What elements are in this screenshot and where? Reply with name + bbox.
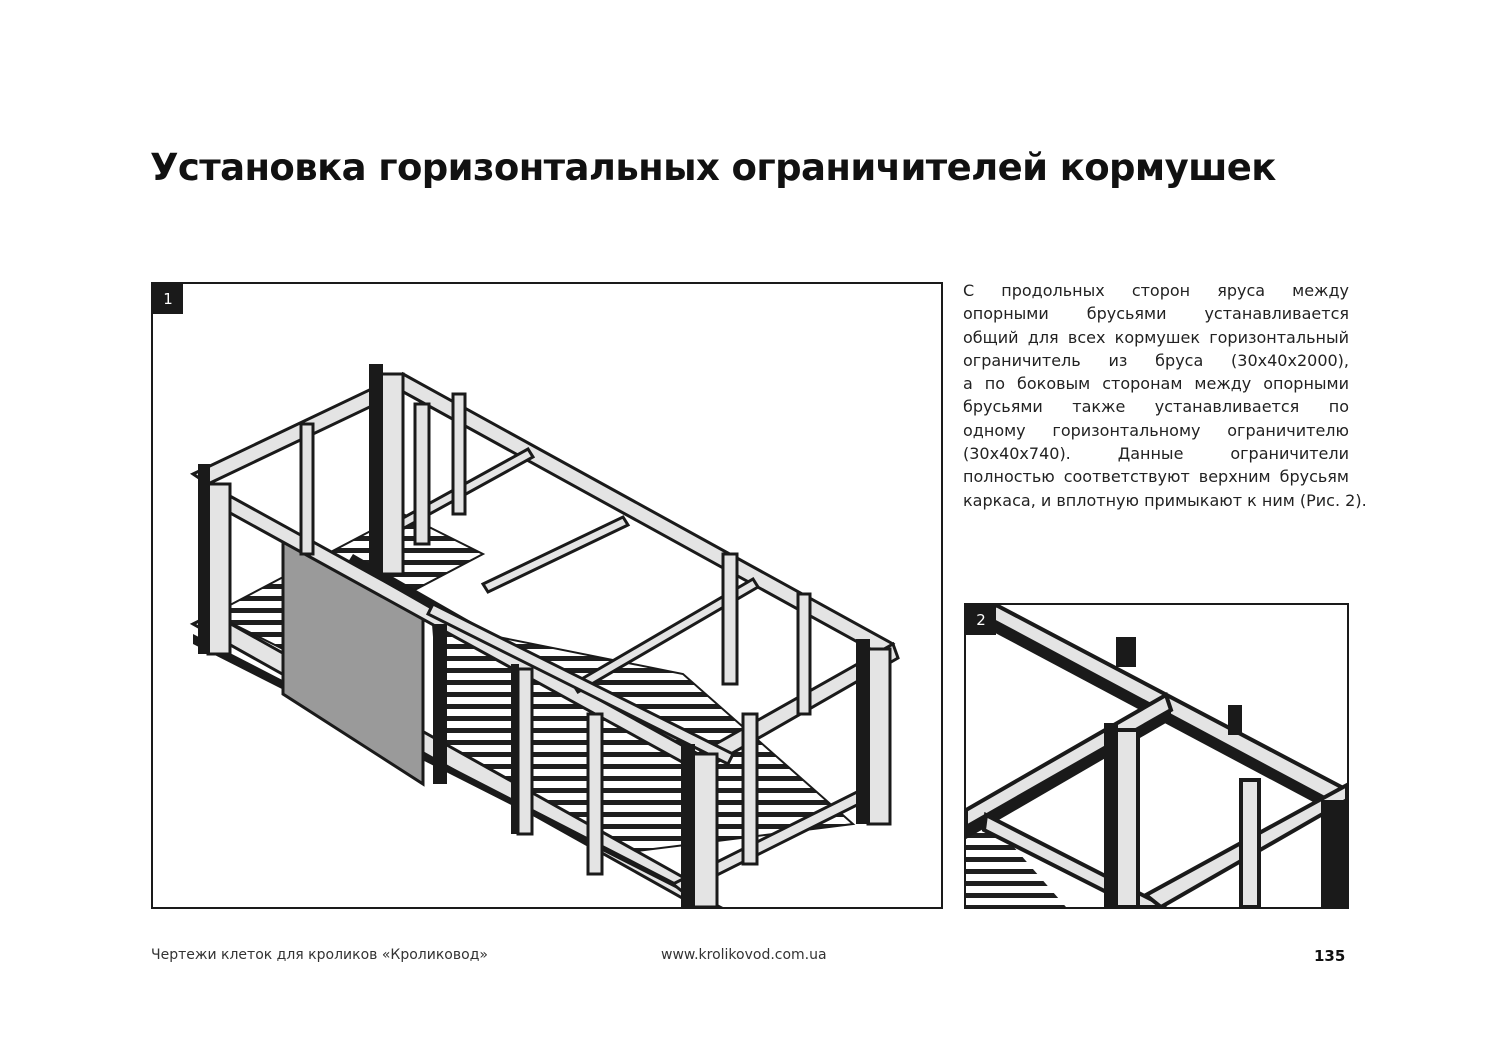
frame-corner-illustration — [966, 605, 1347, 907]
footer-book-title: Чертежи клеток для кроликов «Кроликовод» — [151, 947, 488, 963]
text-line: ограничитель из бруса (30х40х2000), — [963, 350, 1349, 370]
text-line: каркаса, и вплотную примыкают к ним (Рис. 2). — [963, 490, 1367, 510]
figure-2 — [964, 603, 1349, 909]
text-line: (30х40х740). Данные ограничители — [963, 444, 1349, 464]
footer-website-link[interactable]: www.krolikovod.com.ua — [661, 947, 827, 963]
description-paragraph — [963, 279, 1367, 512]
text-line: брусьями также устанавливается по — [963, 397, 1349, 417]
text-line: опорными брусьями устанавливается — [963, 304, 1349, 324]
post-1 — [208, 484, 230, 654]
post-2 — [381, 374, 403, 574]
page-number: 135 — [1314, 947, 1346, 965]
page-title: Установка горизонтальных ограничителей кормушек — [150, 146, 1276, 189]
post-front — [693, 754, 717, 907]
cage-frame-illustration — [153, 284, 941, 907]
figure-2-number: 2 — [966, 605, 996, 635]
text-line: а по боковым сторонам между опорными — [963, 374, 1349, 394]
text-line: С продольных сторон яруса между — [963, 281, 1349, 300]
figure-1-number: 1 — [153, 284, 183, 314]
text-line: полностью соответствуют верхним брусьям — [963, 467, 1349, 487]
text-line: одному горизонтальному ограничителю — [963, 420, 1349, 440]
figure-1 — [151, 282, 943, 909]
post — [1116, 730, 1138, 907]
text-line: общий для всех кормушек горизонтальный — [963, 327, 1349, 347]
